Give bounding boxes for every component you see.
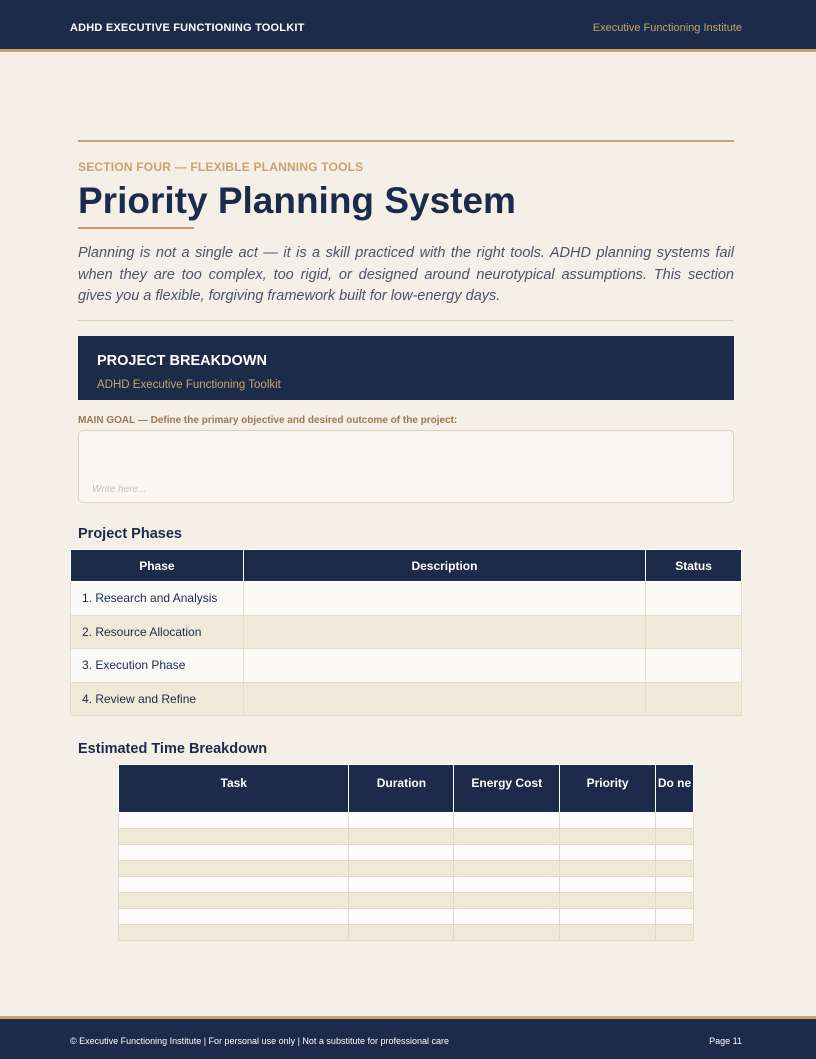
project-phases-table (70, 549, 742, 716)
description-cell[interactable] (243, 682, 645, 716)
table-row (119, 893, 694, 909)
table-row (119, 829, 694, 845)
page-footer (0, 1016, 816, 1059)
footer-notice: © Executive Functioning Institute | For personal use only | Not a substitute for professional care (70, 1036, 449, 1046)
main-goal-field[interactable] (78, 430, 734, 503)
table-row (119, 925, 694, 941)
column-header-task: Task (119, 765, 349, 813)
energy-cost-cell[interactable] (454, 861, 560, 877)
phase-cell: 3. Execution Phase (71, 649, 244, 683)
column-header-status: Status (646, 550, 742, 582)
priority-cell[interactable] (560, 925, 656, 941)
table-row (71, 582, 742, 616)
priority-cell[interactable] (560, 845, 656, 861)
time-breakdown-table (118, 764, 694, 941)
section-intro: Planning is not a single act — it is a skill practiced with the right tools. ADHD planning systems fail when they are too complex, too rigid, or designed around neurotypical assumptions. This section gives you a flexible, forgiving framework built for low-energy days. (78, 245, 734, 304)
phase-cell: 4. Review and Refine (71, 682, 244, 716)
task-cell[interactable] (119, 829, 349, 845)
done-cell[interactable] (656, 893, 694, 909)
phase-cell: 2. Resource Allocation (71, 615, 244, 649)
table-row (71, 615, 742, 649)
task-cell[interactable] (119, 813, 349, 829)
energy-cost-cell[interactable] (454, 909, 560, 925)
table-header-row (71, 550, 742, 582)
priority-cell[interactable] (560, 877, 656, 893)
table-row (119, 861, 694, 877)
table-row (119, 845, 694, 861)
energy-cost-cell[interactable] (454, 925, 560, 941)
phase-cell: 1. Research and Analysis (71, 582, 244, 616)
title-underline (78, 227, 194, 229)
project-phases-heading: Project Phases (78, 526, 182, 542)
table-row (71, 649, 742, 683)
priority-cell[interactable] (560, 909, 656, 925)
description-cell[interactable] (243, 582, 645, 616)
task-cell[interactable] (119, 909, 349, 925)
done-cell[interactable] (656, 861, 694, 877)
energy-cost-cell[interactable] (454, 877, 560, 893)
page-number: Page 11 (709, 1036, 742, 1046)
column-header-energy-cost: Energy Cost (454, 765, 560, 813)
table-row (119, 813, 694, 829)
column-header-duration: Duration (349, 765, 454, 813)
duration-cell[interactable] (349, 861, 454, 877)
banner-subtitle: ADHD Executive Functioning Toolkit (97, 379, 281, 391)
priority-cell[interactable] (560, 893, 656, 909)
task-cell[interactable] (119, 845, 349, 861)
duration-cell[interactable] (349, 925, 454, 941)
section-top-rule (78, 140, 734, 142)
main-goal-placeholder: Write here... (92, 484, 147, 495)
table-row (71, 682, 742, 716)
status-cell[interactable] (646, 682, 742, 716)
task-cell[interactable] (119, 861, 349, 877)
header-title: ADHD EXECUTIVE FUNCTIONING TOOLKIT (70, 22, 305, 34)
done-cell[interactable] (656, 925, 694, 941)
energy-cost-cell[interactable] (454, 813, 560, 829)
status-cell[interactable] (646, 649, 742, 683)
done-cell[interactable] (656, 829, 694, 845)
project-breakdown-banner (78, 336, 734, 400)
column-header-description: Description (243, 550, 645, 582)
time-breakdown-heading: Estimated Time Breakdown (78, 741, 268, 757)
task-cell[interactable] (119, 877, 349, 893)
banner-title: PROJECT BREAKDOWN (97, 353, 267, 369)
done-cell[interactable] (656, 909, 694, 925)
header-org: Executive Functioning Institute (592, 22, 742, 34)
description-cell[interactable] (243, 615, 645, 649)
status-cell[interactable] (646, 582, 742, 616)
duration-cell[interactable] (349, 893, 454, 909)
main-goal-label: MAIN GOAL — Define the primary objective and desired outcome of the project: (78, 415, 458, 426)
done-cell[interactable] (656, 813, 694, 829)
page-header (0, 0, 816, 52)
status-cell[interactable] (646, 615, 742, 649)
duration-cell[interactable] (349, 877, 454, 893)
energy-cost-cell[interactable] (454, 829, 560, 845)
section-eyebrow: SECTION FOUR — FLEXIBLE PLANNING TOOLS (78, 160, 364, 174)
task-cell[interactable] (119, 925, 349, 941)
page-title: Priority Planning System (78, 180, 516, 221)
column-header-priority: Priority (560, 765, 656, 813)
description-cell[interactable] (243, 649, 645, 683)
duration-cell[interactable] (349, 909, 454, 925)
duration-cell[interactable] (349, 829, 454, 845)
energy-cost-cell[interactable] (454, 893, 560, 909)
table-header-row (119, 765, 694, 813)
table-row (119, 877, 694, 893)
section-divider (78, 320, 734, 321)
duration-cell[interactable] (349, 845, 454, 861)
column-header-done: Do ne (656, 765, 694, 813)
priority-cell[interactable] (560, 829, 656, 845)
priority-cell[interactable] (560, 813, 656, 829)
done-cell[interactable] (656, 877, 694, 893)
column-header-phase: Phase (71, 550, 244, 582)
priority-cell[interactable] (560, 861, 656, 877)
duration-cell[interactable] (349, 813, 454, 829)
done-cell[interactable] (656, 845, 694, 861)
table-row (119, 909, 694, 925)
energy-cost-cell[interactable] (454, 845, 560, 861)
task-cell[interactable] (119, 893, 349, 909)
